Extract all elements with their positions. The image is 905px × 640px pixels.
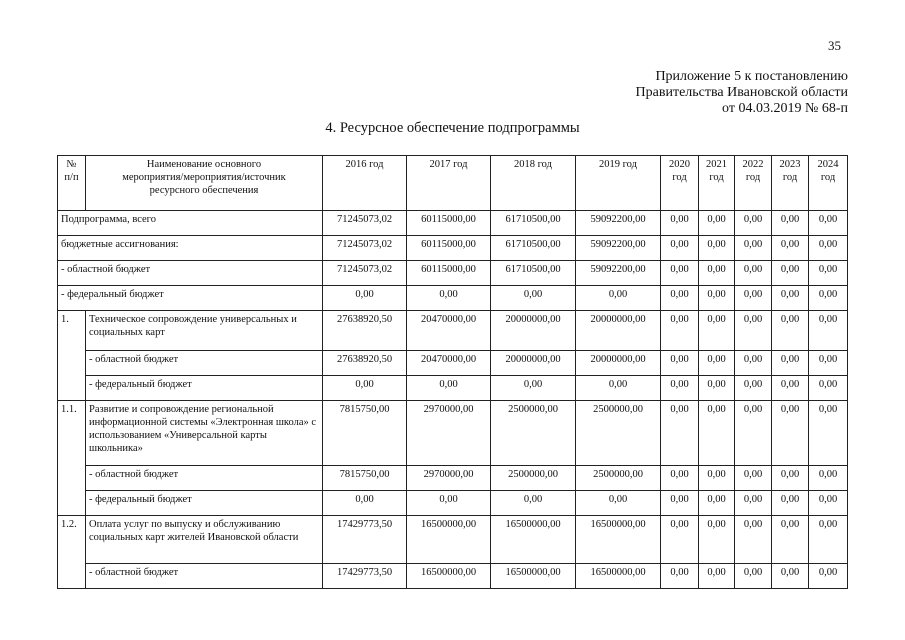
table-header-row: [58, 156, 848, 211]
cell-2018: 2500000,00: [491, 466, 576, 491]
resource-table: [57, 155, 848, 589]
cell-2024: 0,00: [809, 261, 848, 286]
cell-2019: 59092200,00: [576, 261, 661, 286]
cell-2021: 0,00: [699, 564, 735, 589]
cell-2022: 0,00: [735, 236, 772, 261]
row-name: - областной бюджет: [86, 564, 323, 589]
row-name: - федеральный бюджет: [86, 491, 323, 516]
cell-2016: 0,00: [323, 491, 407, 516]
table-row: [58, 401, 848, 466]
cell-2023: 0,00: [772, 564, 809, 589]
cell-2017: 0,00: [407, 286, 491, 311]
cell-2024: 0,00: [809, 311, 848, 351]
cell-2016: 7815750,00: [323, 401, 407, 466]
cell-2018: 61710500,00: [491, 236, 576, 261]
cell-2022: 0,00: [735, 261, 772, 286]
cell-2016: 7815750,00: [323, 466, 407, 491]
cell-2019: 16500000,00: [576, 564, 661, 589]
cell-2018: 0,00: [491, 286, 576, 311]
cell-2022: 0,00: [735, 211, 772, 236]
cell-2016: 17429773,50: [323, 564, 407, 589]
table-row: [58, 286, 848, 311]
cell-2023: 0,00: [772, 516, 809, 564]
cell-2017: 60115000,00: [407, 261, 491, 286]
cell-2019: 20000000,00: [576, 351, 661, 376]
appendix-line: Приложение 5 к постановлению: [655, 69, 848, 84]
header-2019: 2019 год: [576, 156, 661, 211]
cell-2017: 2970000,00: [407, 401, 491, 466]
cell-2023: 0,00: [772, 351, 809, 376]
header-2024: 2024 год: [809, 156, 848, 211]
table-row: [58, 236, 848, 261]
cell-2017: 20470000,00: [407, 351, 491, 376]
cell-2023: 0,00: [772, 286, 809, 311]
cell-2016: 0,00: [323, 376, 407, 401]
table-row: [58, 311, 848, 351]
cell-2021: 0,00: [699, 236, 735, 261]
cell-2024: 0,00: [809, 236, 848, 261]
cell-2020: 0,00: [661, 564, 699, 589]
table-row: [58, 211, 848, 236]
row-name: - областной бюджет: [86, 351, 323, 376]
row-name: Подпрограмма, всего: [58, 211, 323, 236]
cell-2020: 0,00: [661, 311, 699, 351]
table-row: [58, 351, 848, 376]
cell-2017: 60115000,00: [407, 211, 491, 236]
cell-2020: 0,00: [661, 466, 699, 491]
cell-2022: 0,00: [735, 311, 772, 351]
row-index: 1.1.: [58, 401, 86, 516]
row-index: 1.: [58, 311, 86, 401]
row-name: - федеральный бюджет: [86, 376, 323, 401]
cell-2019: 16500000,00: [576, 516, 661, 564]
header-2016: 2016 год: [323, 156, 407, 211]
cell-2018: 20000000,00: [491, 351, 576, 376]
row-name: - федеральный бюджет: [58, 286, 323, 311]
cell-2022: 0,00: [735, 466, 772, 491]
cell-2020: 0,00: [661, 516, 699, 564]
row-name: - областной бюджет: [58, 261, 323, 286]
cell-2019: 0,00: [576, 286, 661, 311]
cell-2022: 0,00: [735, 286, 772, 311]
header-2020: 2020 год: [661, 156, 699, 211]
cell-2022: 0,00: [735, 564, 772, 589]
cell-2019: 20000000,00: [576, 311, 661, 351]
cell-2017: 16500000,00: [407, 564, 491, 589]
cell-2021: 0,00: [699, 211, 735, 236]
table-row: [58, 491, 848, 516]
cell-2018: 16500000,00: [491, 516, 576, 564]
cell-2023: 0,00: [772, 211, 809, 236]
cell-2019: 2500000,00: [576, 466, 661, 491]
cell-2018: 16500000,00: [491, 564, 576, 589]
cell-2016: 27638920,50: [323, 351, 407, 376]
cell-2017: 60115000,00: [407, 236, 491, 261]
row-name: - областной бюджет: [86, 466, 323, 491]
cell-2024: 0,00: [809, 491, 848, 516]
cell-2019: 59092200,00: [576, 236, 661, 261]
cell-2018: 2500000,00: [491, 401, 576, 466]
cell-2017: 16500000,00: [407, 516, 491, 564]
cell-2021: 0,00: [699, 376, 735, 401]
cell-2017: 20470000,00: [407, 311, 491, 351]
cell-2024: 0,00: [809, 211, 848, 236]
cell-2023: 0,00: [772, 491, 809, 516]
header-name: Наименование основного мероприятия/мероприятия/источник ресурсного обеспечения: [86, 156, 323, 211]
cell-2020: 0,00: [661, 286, 699, 311]
section-title: 4. Ресурсное обеспечение подпрограммы: [325, 120, 580, 136]
row-name: Развитие и сопровождение региональной информационной системы «Электронная школа» с использованием «Универсальной карты школьника»: [86, 401, 323, 466]
cell-2018: 61710500,00: [491, 261, 576, 286]
table-row: [58, 261, 848, 286]
row-name: Оплата услуг по выпуску и обслуживанию социальных карт жителей Ивановской области: [86, 516, 323, 564]
appendix-line: от 04.03.2019 № 68-п: [722, 101, 848, 116]
cell-2023: 0,00: [772, 261, 809, 286]
header-2022: 2022 год: [735, 156, 772, 211]
cell-2020: 0,00: [661, 401, 699, 466]
row-name: бюджетные ассигнования:: [58, 236, 323, 261]
cell-2018: 61710500,00: [491, 211, 576, 236]
cell-2021: 0,00: [699, 351, 735, 376]
cell-2017: 0,00: [407, 376, 491, 401]
cell-2024: 0,00: [809, 286, 848, 311]
cell-2016: 27638920,50: [323, 311, 407, 351]
header-2023: 2023 год: [772, 156, 809, 211]
appendix-reference: [636, 69, 848, 117]
cell-2024: 0,00: [809, 516, 848, 564]
cell-2022: 0,00: [735, 401, 772, 466]
cell-2022: 0,00: [735, 376, 772, 401]
cell-2016: 71245073,02: [323, 236, 407, 261]
cell-2019: 59092200,00: [576, 211, 661, 236]
cell-2017: 0,00: [407, 491, 491, 516]
table-row: [58, 466, 848, 491]
cell-2019: 0,00: [576, 491, 661, 516]
header-2017: 2017 год: [407, 156, 491, 211]
cell-2020: 0,00: [661, 211, 699, 236]
cell-2023: 0,00: [772, 466, 809, 491]
cell-2023: 0,00: [772, 376, 809, 401]
appendix-line: Правительства Ивановской области: [635, 85, 848, 100]
cell-2021: 0,00: [699, 286, 735, 311]
cell-2023: 0,00: [772, 236, 809, 261]
cell-2018: 0,00: [491, 376, 576, 401]
cell-2019: 0,00: [576, 376, 661, 401]
cell-2021: 0,00: [699, 311, 735, 351]
page-number: 35: [828, 38, 841, 53]
cell-2024: 0,00: [809, 564, 848, 589]
cell-2021: 0,00: [699, 401, 735, 466]
cell-2016: 71245073,02: [323, 211, 407, 236]
row-index: 1.2.: [58, 516, 86, 589]
cell-2022: 0,00: [735, 516, 772, 564]
table-row: [58, 564, 848, 589]
row-name: Техническое сопровождение универсальных и социальных карт: [86, 311, 323, 351]
header-2018: 2018 год: [491, 156, 576, 211]
cell-2020: 0,00: [661, 376, 699, 401]
cell-2019: 2500000,00: [576, 401, 661, 466]
cell-2021: 0,00: [699, 491, 735, 516]
cell-2021: 0,00: [699, 261, 735, 286]
cell-2023: 0,00: [772, 401, 809, 466]
cell-2020: 0,00: [661, 261, 699, 286]
cell-2020: 0,00: [661, 351, 699, 376]
cell-2017: 2970000,00: [407, 466, 491, 491]
cell-2016: 71245073,02: [323, 261, 407, 286]
table-row: [58, 376, 848, 401]
header-number: № п/п: [58, 156, 86, 211]
cell-2016: 17429773,50: [323, 516, 407, 564]
cell-2024: 0,00: [809, 466, 848, 491]
cell-2020: 0,00: [661, 491, 699, 516]
cell-2024: 0,00: [809, 351, 848, 376]
cell-2018: 0,00: [491, 491, 576, 516]
cell-2020: 0,00: [661, 236, 699, 261]
cell-2021: 0,00: [699, 516, 735, 564]
cell-2022: 0,00: [735, 491, 772, 516]
table-row: [58, 516, 848, 564]
cell-2024: 0,00: [809, 401, 848, 466]
cell-2023: 0,00: [772, 311, 809, 351]
cell-2022: 0,00: [735, 351, 772, 376]
cell-2021: 0,00: [699, 466, 735, 491]
cell-2018: 20000000,00: [491, 311, 576, 351]
header-2021: 2021 год: [699, 156, 735, 211]
cell-2016: 0,00: [323, 286, 407, 311]
cell-2024: 0,00: [809, 376, 848, 401]
